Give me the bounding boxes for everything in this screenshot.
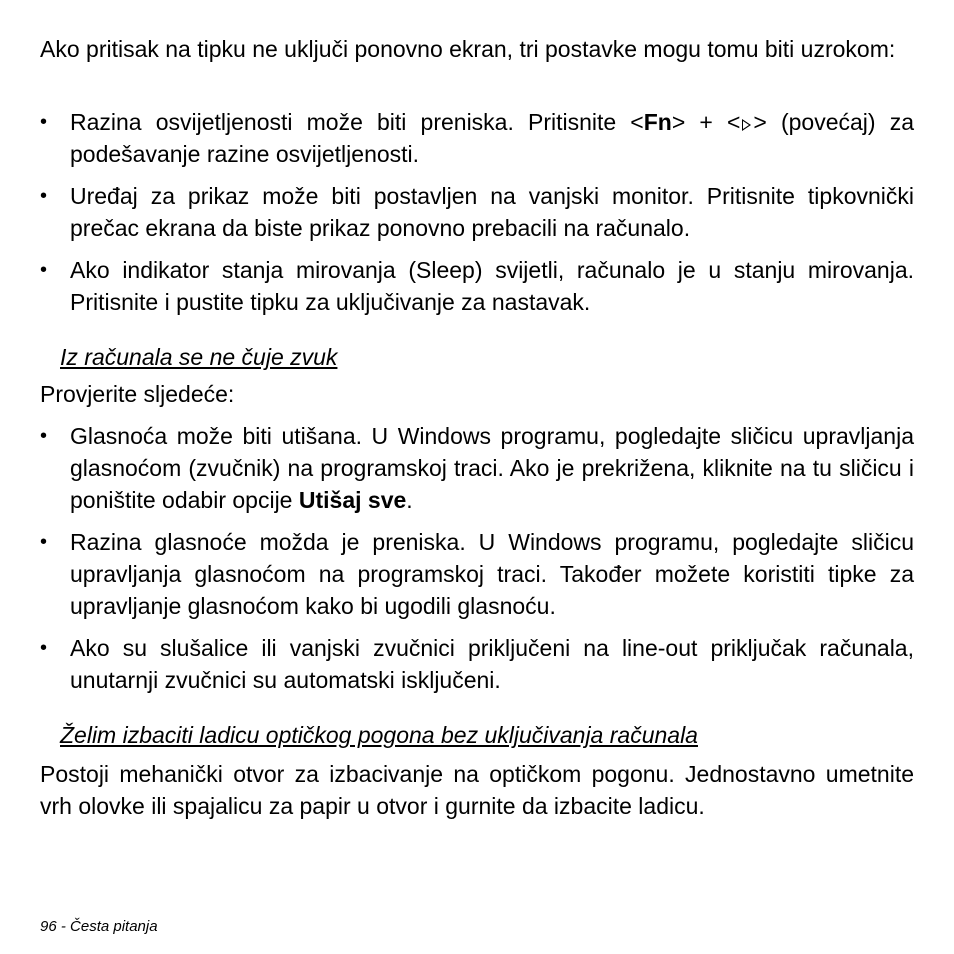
- list-item: • Uređaj za prikaz može biti postavljen na vanjski monitor. Pritisnite tipkovnički prečac ekrana da biste prikaz ponovno prebacili na računalo.: [40, 180, 914, 244]
- intro-paragraph: Ako pritisak na tipku ne uključi ponovno ekran, tri postavke mogu tomu biti uzrokom:: [40, 36, 896, 62]
- bullet-icon: •: [40, 531, 48, 553]
- list-item: • Razina osvijetljenosti može biti preniska. Pritisnite <Fn> + < > (povećaj) za podešavanje razine osvijetljenosti.: [40, 106, 914, 170]
- bullet-icon: •: [40, 185, 48, 207]
- mute-all-option: Utišaj sve: [298, 487, 407, 513]
- right-triangle-icon: [742, 119, 751, 131]
- display-causes-block: [40, 106, 914, 328]
- optical-drive-section: [40, 720, 914, 750]
- no-sound-section: [40, 342, 914, 372]
- bullet-icon: •: [40, 637, 48, 659]
- sound-causes-list: [40, 420, 914, 696]
- bullet-icon: •: [40, 259, 48, 281]
- optical-drive-paragraph: Postoji mehanički otvor za izbacivanje na optičkom pogonu. Jednostavno umetnite vrh olovke ili spajalicu za papir u otvor i gurnite da izbacite ladicu.: [40, 761, 914, 819]
- section-heading-optical-drive: Želim izbaciti ladicu optičkog pogona bez uključivanja računala: [60, 722, 698, 748]
- list-item: • Ako su slušalice ili vanjski zvučnici priključeni na line-out priključak računala, unutarnji zvučnici su automatski isključeni.: [40, 632, 914, 696]
- fn-key: Fn: [643, 109, 672, 135]
- list-item: • Glasnoća može biti utišana. U Windows programu, pogledajte sličicu upravljanja glasnoćom (zvučnik) na programskoj traci. Ako je prekrižena, kliknite na tu sličicu i poništite odabir opcije Utišaj sve.: [40, 420, 914, 516]
- bullet-icon: •: [40, 425, 48, 447]
- display-causes-list: [40, 106, 914, 318]
- page-footer: 96 - Česta pitanja: [40, 918, 158, 935]
- optical-drive-body-block: [40, 758, 914, 822]
- section-heading-no-sound: Iz računala se ne čuje zvuk: [60, 344, 338, 370]
- intro-block: [40, 33, 914, 65]
- check-following-text: Provjerite sljedeće:: [40, 381, 235, 407]
- bullet-icon: •: [40, 111, 48, 133]
- list-item: • Ako indikator stanja mirovanja (Sleep) svijetli, računalo je u stanju mirovanja. Pritisnite i pustite tipku za uključivanje za nastavak.: [40, 254, 914, 318]
- sound-causes-block: [40, 420, 914, 706]
- no-sound-lead-block: [40, 378, 914, 410]
- list-item: • Razina glasnoće možda je preniska. U Windows programu, pogledajte sličicu upravljanja glasnoćom na programskoj traci. Također možete koristiti tipke za upravljanje glasnoćom kako bi ugodili glasnoću.: [40, 526, 914, 622]
